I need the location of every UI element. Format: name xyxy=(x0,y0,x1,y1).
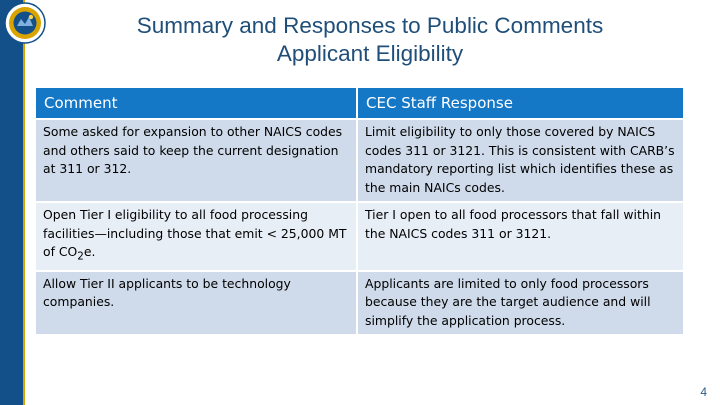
header-comment: Comment xyxy=(36,88,358,118)
slide-title-line-1: Summary and Responses to Public Comments xyxy=(136,13,604,38)
response-cell: Limit eligibility to only those covered by NAICS codes 311 or 3121. This is consistent with CARB’s mandatory reporting list which identifies these as the main NAICs codes. xyxy=(358,118,683,201)
table-header-row xyxy=(36,88,683,118)
comment-subscript: 2 xyxy=(77,250,84,263)
table-row xyxy=(36,270,683,335)
page-number: 4 xyxy=(700,385,707,399)
table-row xyxy=(36,201,683,270)
slide-title xyxy=(40,12,700,68)
left-sidebar-bar xyxy=(0,0,23,405)
slide-title-line-2: Applicant Eligibility xyxy=(276,41,464,66)
response-cell: Applicants are limited to only food processors because they are the target audience and will simplify the application process. xyxy=(358,270,683,335)
comments-table xyxy=(36,88,683,334)
comment-text: Open Tier I eligibility to all food processing facilities—including those that emit < 25,000 MT of CO xyxy=(43,207,347,259)
left-bar-accent-stripe xyxy=(23,0,25,405)
response-cell: Tier I open to all food processors that fall within the NAICS codes 311 or 3121. xyxy=(358,201,683,270)
comment-cell xyxy=(36,201,358,270)
comment-cell: Some asked for expansion to other NAICS codes and others said to keep the current designation at 311 or 312. xyxy=(36,118,358,201)
comment-text-end: e. xyxy=(83,244,96,259)
comment-cell: Allow Tier II applicants to be technology companies. xyxy=(36,270,358,335)
header-cec-staff-response: CEC Staff Response xyxy=(358,88,683,118)
table-row xyxy=(36,118,683,201)
